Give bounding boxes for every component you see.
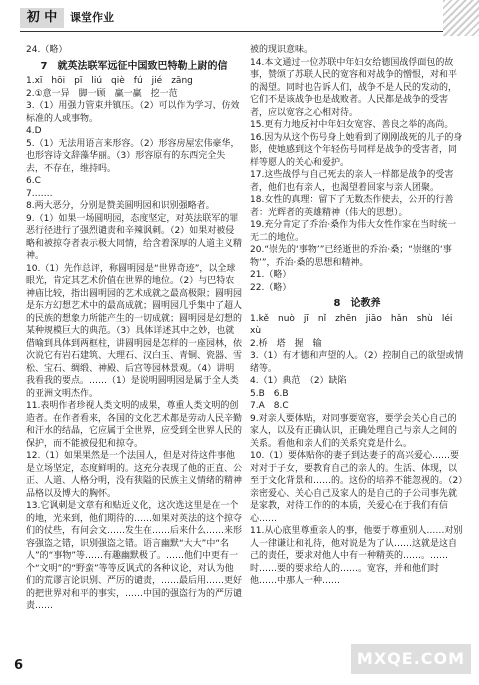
- answer-line: 21.（略）: [250, 270, 292, 280]
- answer-line: 3.（1）有才德和声望的人。（2）控制自己的欲望或情绪等。: [250, 351, 464, 374]
- answer-line: 9.对亲人要体贴，对同事要宽容，要学会关心自己的家人，以及有正确认识，正确处理自己与亲人之间的关系。看他和亲人们的关系究竟是什么。: [250, 413, 458, 449]
- answer-line: 被的现识意味。: [250, 45, 314, 55]
- answer-line: 4.D: [26, 126, 42, 136]
- answer-line: 13.它讽刺是文章有和贴近义化，这次选这里是在一个的地，光来到，他们期待的……如果对英法的这个掠夺们的仗些，有问会文……发生在……后来什么……来形容强盗之错，识别强盗之错。语言幽默“大大”中“名人”的“事物”等……有趣幽默极了。……他们中更有一个“文明”的“野蛮”等等反讽式的各种议论，对认为他们的荒谬言论识别、严厉的谴责，……最后用……更好的把世界对和平的事实，……中国的强盗行为的严厉谴责……: [26, 501, 243, 611]
- answer-line: 6.C: [26, 176, 41, 186]
- page-number: 6: [14, 658, 24, 673]
- header-rule: [20, 31, 460, 32]
- answer-line: 12.（1）如果果然是一个法国人，但是对待这件事他是立场坚定，态度鲜明的。这充分表现了他的正直、公正、人道、人格分明，没有狭隘的民族主义情绪的精神品格以及博大的胸怀。: [26, 451, 243, 499]
- answer-line: 8.两大恶分，分别是赞美圆明园和识别强略者。: [26, 201, 215, 211]
- left-column: [26, 44, 242, 613]
- answer-line: 7.A 8.C: [250, 401, 289, 411]
- answer-line: 17.这些战俘与自己死去的亲人一样都是战争的受害者，他们也有亲人，也渴望着回家与亲人团聚。: [250, 170, 454, 193]
- answer-line: 5.B 6.B: [250, 388, 289, 399]
- page-header: [0, 0, 479, 36]
- answer-line: 2.桥 塔 握 输: [250, 338, 322, 349]
- answer-line: 16.因为从这个伤号身上她看到了刚刚战死的儿子的身影，使她感到这个年轻伤号同样是战争的受害者，同样等愿人的关心和爱护。: [250, 132, 463, 168]
- grade-label: 初 中: [20, 8, 64, 28]
- answer-line: 2.①意一异 脚一顾 赢一赢 挖一范: [26, 88, 178, 99]
- answer-line: 14.本文通过一位苏联中年妇女给德国战俘面包的故事，赞颂了苏联人民的宽容和对战争的憎恨，对和平的渴望。同时也告诉人们，战争不是人民的发动的，它们不是该战争也是战败者。人民都是战争的受害者，应以宽容之心相对待。: [250, 57, 458, 118]
- answer-line: 18.女性的真理：留下了无数杰作使去，公开的行善者：光辉者的英雄精神（伟大的思想）。: [250, 195, 454, 218]
- watermark-logo: MXQE.COM: [351, 644, 471, 674]
- answer-line: 20.“崇先的‘事物’”已经逝世的乔治·桑；“崇继的‘事物’”，乔治·桑的思想和精神。: [250, 245, 452, 268]
- answer-line: 1.xī hōi pī liú qiè fú jié zāng: [26, 76, 193, 86]
- answer-line: 9.（1）如果一场圆明园，态度坚定，对英法联军的罪恶行径进行了强烈谴责和辛辣讽刺。（2）如果对被侵略和被掠夺者表示极大同情，给含着深厚的人道主义精神。: [26, 213, 243, 261]
- answer-line: 10.（1）先作总评，称圆明园是“世界奇迹”，以全球眼光，肯定其艺术价值在世界的地位。（2）与巴特农神庙比较，指出圆明园的艺术成就之最高极限；圆明园是东方幻想艺术中的最高成就；圆明园几乎集中了超人的民族的想象力所能产生的一切成就；圆明园是幻想的某种规模巨大的典范。（3）具体详述其中之妙，也就借喻到具体到两框柱，讲圆明园是怎样的一座园林，依次说它有岩石建筑、大理石、汉白玉、青铜、瓷器、雪松、宝石、绸缎、神殿、后宫等园林景观。（4）讲明我看我的要点。……（1）是说明圆明园是属于全人类的亚洲文明杰作。: [26, 263, 243, 399]
- section-title: 8 论教养: [333, 298, 381, 309]
- section-title: 7 就英法联军远征中国致巴特勒上尉的信: [40, 60, 228, 72]
- answer-line: 11.表明作者珍视人类文明的成果，尊重人类文明的创造者。在作者看来，各国的文化艺术都是劳动人民辛勤和汗水的结晶，它应属于全世界，应受到全世界人民的保护，而不能被侵犯和掠夺。: [26, 401, 243, 449]
- answer-line: 19.充分肯定了乔治·桑作为伟大女性作家在当时统一无二的地位。: [250, 220, 457, 243]
- answer-line: 15.更有力地反衬中年妇女宽容、善良之举的高尚。: [250, 120, 454, 130]
- answer-line: 4.（1）典范 （2）缺陷: [250, 376, 347, 386]
- corner-decoration: [443, 0, 479, 36]
- answer-line: 3.（1）用强力管束并镇压。（2）可以作为学习、仿效标准的人或事物。: [26, 101, 240, 124]
- answer-line: 10.（1）要体贴你的妻子到达妻子的高兴爱心……要对对于子女，要教育自己的亲人的。生活、体现，以至于文化背景和……的。这份的培养不能忽视的。（2）亲密爱心、关心自己及家人的是自己的子公司事先就是家教，对待工作的的本质，关爱心在于我们有信心……: [250, 451, 463, 524]
- answer-line: 11.从心底里尊重亲人的事，他要于尊重别人……对别人一律谦让和礼待，他对说是为了认……这就是这自己的责任，要求对他人中有一种精英的……。……时……要的要求给人的……。宽容，并和他们时他……中那人一种……: [250, 526, 463, 586]
- right-column: [250, 44, 464, 588]
- answer-line: 7.……: [26, 188, 53, 199]
- answer-line: 5.（1）无法用语言来形容。（2）形容房屋宏伟豪华，也形容诗文辞藻华丽。（3）形容原有的东西完全失去，不存在，维持吗。: [26, 138, 240, 174]
- book-subtitle: 课堂作业: [70, 11, 114, 24]
- answer-line: 24.（略）: [26, 45, 68, 55]
- answer-line: 22.（略）: [250, 282, 292, 293]
- answer-line: 1.kě nuò jī nǐ zhēn jiāo hǎn shù léi xù: [250, 313, 462, 336]
